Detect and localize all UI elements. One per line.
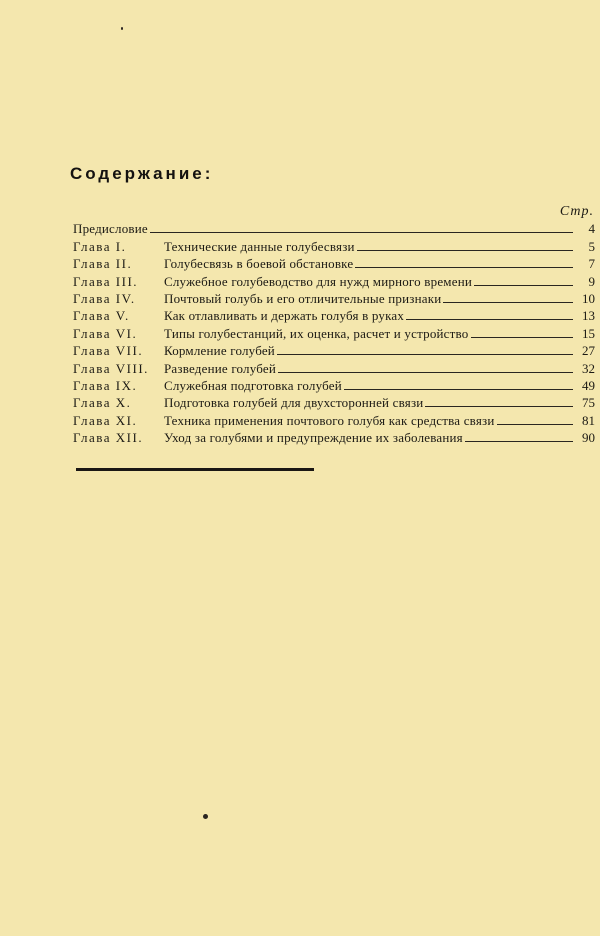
toc-entry <box>73 394 595 411</box>
paper-speck <box>121 27 123 30</box>
paper-speck <box>203 814 208 819</box>
toc-entry <box>73 255 595 272</box>
chapter-title: Служебная подготовка голубей <box>164 377 342 393</box>
chapter-title: Разведение голубей <box>164 360 277 376</box>
toc-entry <box>73 359 595 376</box>
page-number: 10 <box>582 290 595 306</box>
horizontal-rule <box>76 468 314 471</box>
chapter-number: Глава XI. <box>73 412 138 428</box>
chapter-number: Глава IX. <box>73 377 138 393</box>
chapter-number: Глава I. <box>73 238 127 254</box>
chapter-number: Глава XII. <box>73 430 144 446</box>
chapter-number: Глава VIII. <box>73 360 149 376</box>
leader-line <box>474 285 573 286</box>
toc-entry <box>73 324 595 341</box>
page-number: 81 <box>582 412 595 428</box>
chapter-number: Глава V. <box>73 308 130 324</box>
chapter-title: Почтовый голубь и его отличительные признаки <box>164 290 442 306</box>
leader-line <box>277 354 573 355</box>
page-number: 32 <box>582 360 595 376</box>
leader-line <box>357 250 573 251</box>
page-number: 13 <box>582 308 595 324</box>
leader-line <box>355 267 573 268</box>
table-of-contents <box>73 220 595 446</box>
toc-entry <box>73 220 595 237</box>
leader-line <box>425 406 573 407</box>
toc-entry <box>73 377 595 394</box>
chapter-title: Подготовка голубей для двухсторонней связи <box>164 395 424 411</box>
toc-entry <box>73 237 595 254</box>
toc-entry <box>73 290 595 307</box>
leader-line <box>443 302 573 303</box>
chapter-title: Техника применения почтового голубя как средства связи <box>164 412 495 428</box>
page-number: 9 <box>588 273 595 289</box>
chapter-number: Глава IV. <box>73 290 136 306</box>
leader-line <box>406 319 573 320</box>
chapter-title: Технические данные голубесвязи <box>164 238 355 254</box>
chapter-number: Глава II. <box>73 256 133 272</box>
toc-entry <box>73 411 595 428</box>
page-number: 75 <box>582 395 595 411</box>
chapter-number: Глава III. <box>73 273 139 289</box>
leader-line <box>278 372 573 373</box>
chapter-number: Глава VI. <box>73 325 138 341</box>
toc-entry <box>73 272 595 289</box>
leader-line <box>465 441 573 442</box>
page-title: Содержание: <box>70 164 214 183</box>
page-number: 90 <box>582 430 595 446</box>
chapter-title: Голубесвязь в боевой обстановке <box>164 256 354 272</box>
leader-line <box>497 424 573 425</box>
page-number: 49 <box>582 377 595 393</box>
chapter-title: Уход за голубями и предупреждение их заболевания <box>164 430 463 446</box>
chapter-title: Как отлавливать и держать голубя в руках <box>164 308 405 324</box>
toc-entry <box>73 342 595 359</box>
page-number: 4 <box>588 221 595 237</box>
chapter-number: Глава X. <box>73 395 132 411</box>
page-number: 15 <box>582 325 595 341</box>
toc-entry <box>73 429 595 446</box>
leader-line <box>344 389 573 390</box>
chapter-number: Глава VII. <box>73 343 144 359</box>
page-number: 5 <box>588 238 595 254</box>
page-number: 27 <box>582 343 595 359</box>
chapter-title: Служебное голубеводство для нужд мирного времени <box>164 273 473 289</box>
chapter-title: Кормление голубей <box>164 343 275 359</box>
chapter-title: Предисловие <box>73 221 148 237</box>
leader-line <box>150 232 573 233</box>
page-column-label: Стр. <box>559 204 594 219</box>
chapter-title: Типы голубестанций, их оценка, расчет и устройство <box>164 325 469 341</box>
page-number: 7 <box>588 256 595 272</box>
toc-entry <box>73 307 595 324</box>
leader-line <box>471 337 574 338</box>
